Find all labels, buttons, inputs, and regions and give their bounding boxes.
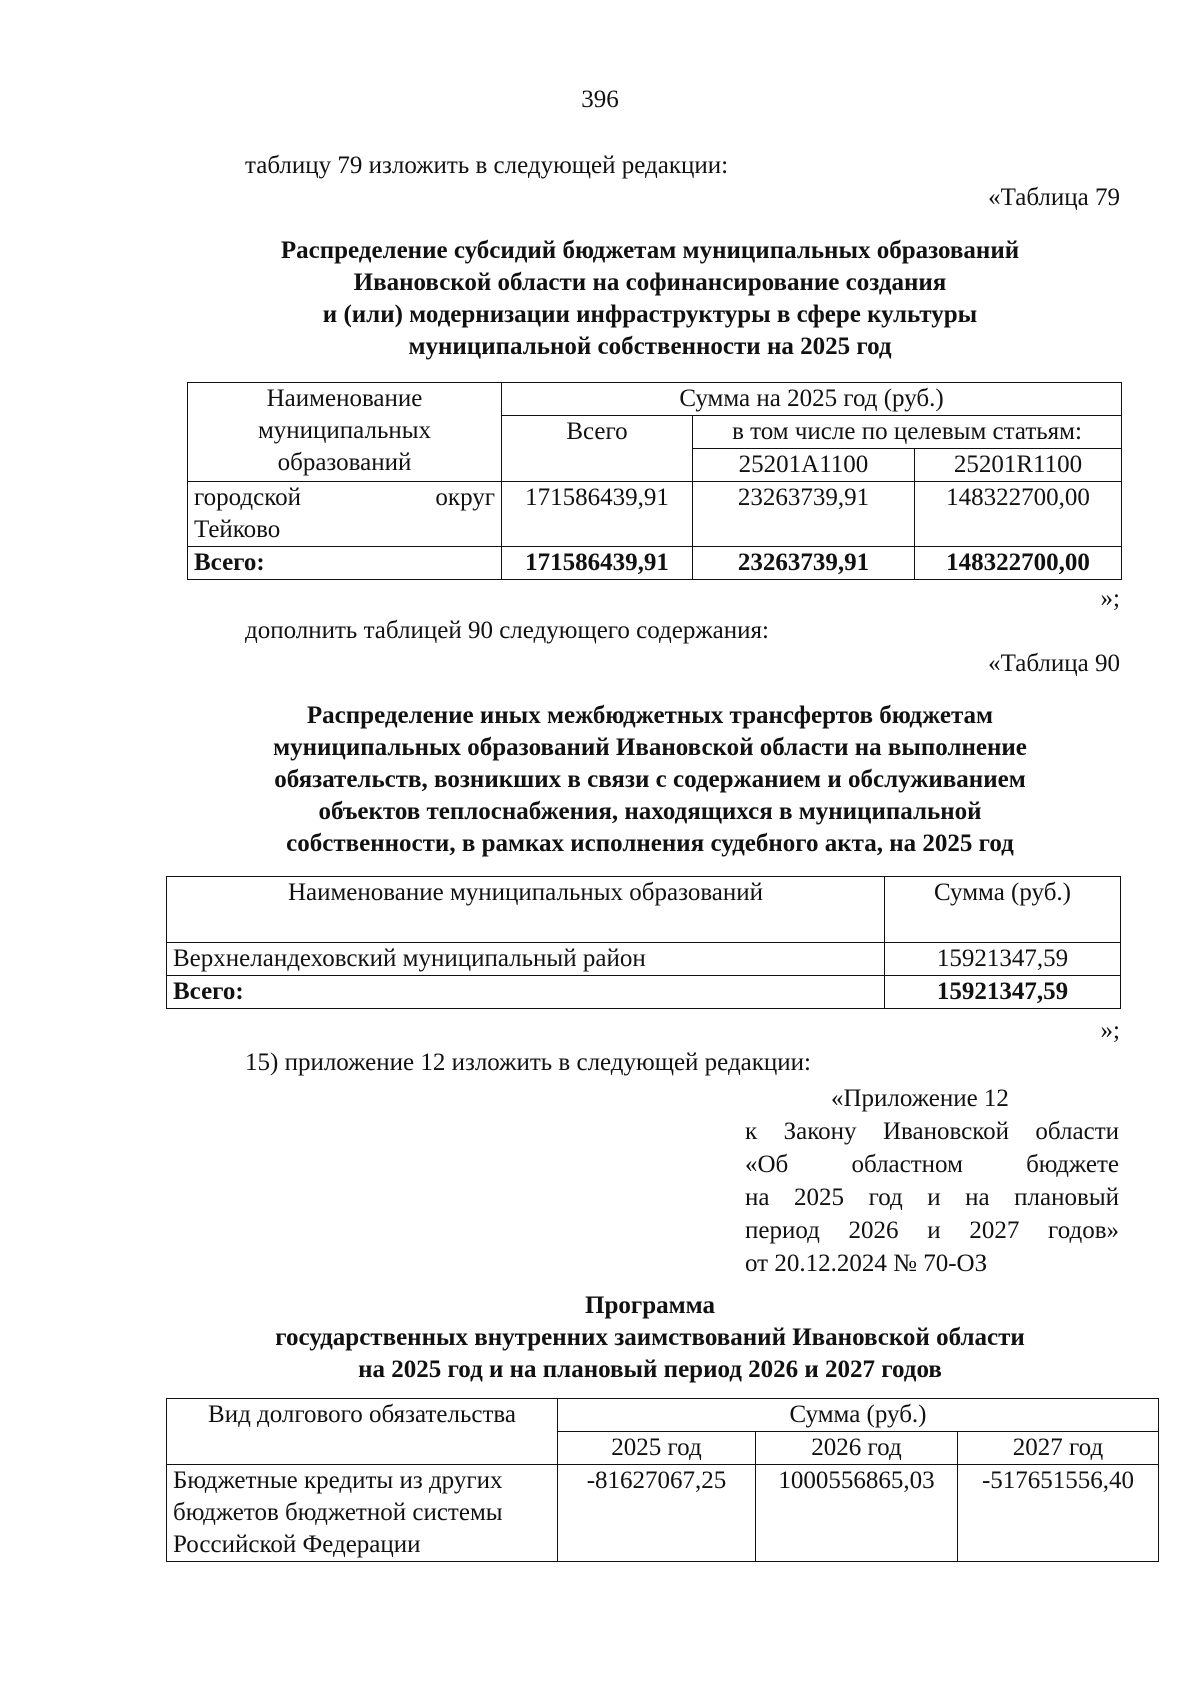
row-value-2: 148322700,00 [915,482,1122,547]
appendix-line: на 2025 год и на плановый [745,1184,1119,1211]
header-code-1: 25201A1100 [693,449,915,482]
header-sum-cell: Сумма на 2025 год (руб.) [502,383,1122,416]
title-line: Распределение субсидий бюджетам муниципальных образований [280,237,1020,264]
table-90-title [150,700,1150,860]
title-line: государственных внутренних заимствований Ивановской области [275,1324,1025,1351]
row-value-2026: 1000556865,03 [756,1465,958,1562]
intro-table-90: дополнить таблицей 90 следующего содержания: [245,617,769,644]
title-line: Программа [585,1292,715,1319]
header-year-2025: 2025 год [558,1432,756,1465]
title-line: Ивановской области на софинансирование создания [353,269,947,296]
program-table [166,1398,1159,1562]
title-line: муниципальных образований Ивановской области на выполнение [273,734,1027,761]
title-line: обязательств, возникших в связи с содержанием и обслуживанием [274,766,1026,793]
total-row [167,976,1121,1009]
header-sum-cell: Сумма (руб.) [558,1399,1159,1432]
row-name-part: городской [194,484,301,511]
closing-quote-90: »; [1100,1017,1120,1044]
appendix-line: от 20.12.2024 № 70-ОЗ [745,1250,988,1277]
row-sum: 15921347,59 [885,943,1121,976]
row-name-line: бюджетов бюджетной системы [173,1499,503,1526]
table-79 [187,382,1122,580]
header-name-cell [188,383,502,482]
header-total-cell: Всего [502,416,693,482]
intro-table-79: таблицу 79 изложить в следующей редакции: [245,152,729,179]
row-name-cell [167,1465,558,1562]
header-text: образований [277,449,412,476]
intro-appendix-12: 15) приложение 12 изложить в следующей редакции: [245,1049,811,1076]
header-name-cell: Наименование муниципальных образований [167,877,885,943]
page-number: 396 [581,86,619,113]
total-value-1: 23263739,91 [693,547,915,580]
row-name-part: округ [435,484,495,511]
header-code-2: 25201R1100 [915,449,1122,482]
row-name-line: Российской Федерации [173,1531,421,1558]
header-year-2027: 2027 год [958,1432,1159,1465]
row-value-2027: -517651556,40 [958,1465,1159,1562]
row-value-1: 23263739,91 [693,482,915,547]
row-name-cell [188,482,502,547]
title-line: объектов теплоснабжения, находящихся в муниципальной [318,798,982,825]
row-name: Верхнеландеховский муниципальный район [167,943,885,976]
title-line: муниципальной собственности на 2025 год [408,333,892,360]
header-text: Наименование [266,385,423,412]
appendix-reference [745,1082,1119,1280]
title-line: и (или) модернизации инфраструктуры в сфере культуры [322,301,978,328]
row-name-part: Тейково [194,516,281,543]
appendix-line: к Закону Ивановской области [745,1118,1119,1145]
appendix-line: период 2026 и 2027 годов» [745,1217,1119,1244]
table-79-title [150,235,1150,363]
title-line: Распределение иных межбюджетных трансфертов бюджетам [306,702,994,729]
header-sum-cell: Сумма (руб.) [885,877,1121,943]
header-year-2026: 2026 год [756,1432,958,1465]
total-value: 15921347,59 [885,976,1121,1009]
header-kind-cell: Вид долгового обязательства [167,1399,558,1465]
table-90-label: «Таблица 90 [988,650,1120,677]
total-label: Всего: [188,547,502,580]
title-line: на 2025 год и на плановый период 2026 и 2027 годов [358,1356,942,1383]
header-text: муниципальных [257,417,432,444]
total-label: Всего: [167,976,885,1009]
row-value-2025: -81627067,25 [558,1465,756,1562]
table-90 [166,876,1121,1009]
table-row [167,943,1121,976]
table-79-label: «Таблица 79 [988,184,1120,211]
appendix-line: «Приложение 12 [831,1085,1009,1112]
total-value-2: 148322700,00 [915,547,1122,580]
title-line: собственности, в рамках исполнения судебного акта, на 2025 год [286,830,1014,857]
closing-quote-79: »; [1100,585,1120,612]
header-including-cell: в том числе по целевым статьям: [693,416,1122,449]
table-row [188,482,1122,547]
row-name-line: Бюджетные кредиты из других [173,1467,503,1494]
total-sum: 171586439,91 [502,547,693,580]
program-title [150,1290,1150,1386]
total-row [188,547,1122,580]
table-row [167,1465,1159,1562]
appendix-line: «Об областном бюджете [745,1151,1119,1178]
row-total: 171586439,91 [502,482,693,547]
